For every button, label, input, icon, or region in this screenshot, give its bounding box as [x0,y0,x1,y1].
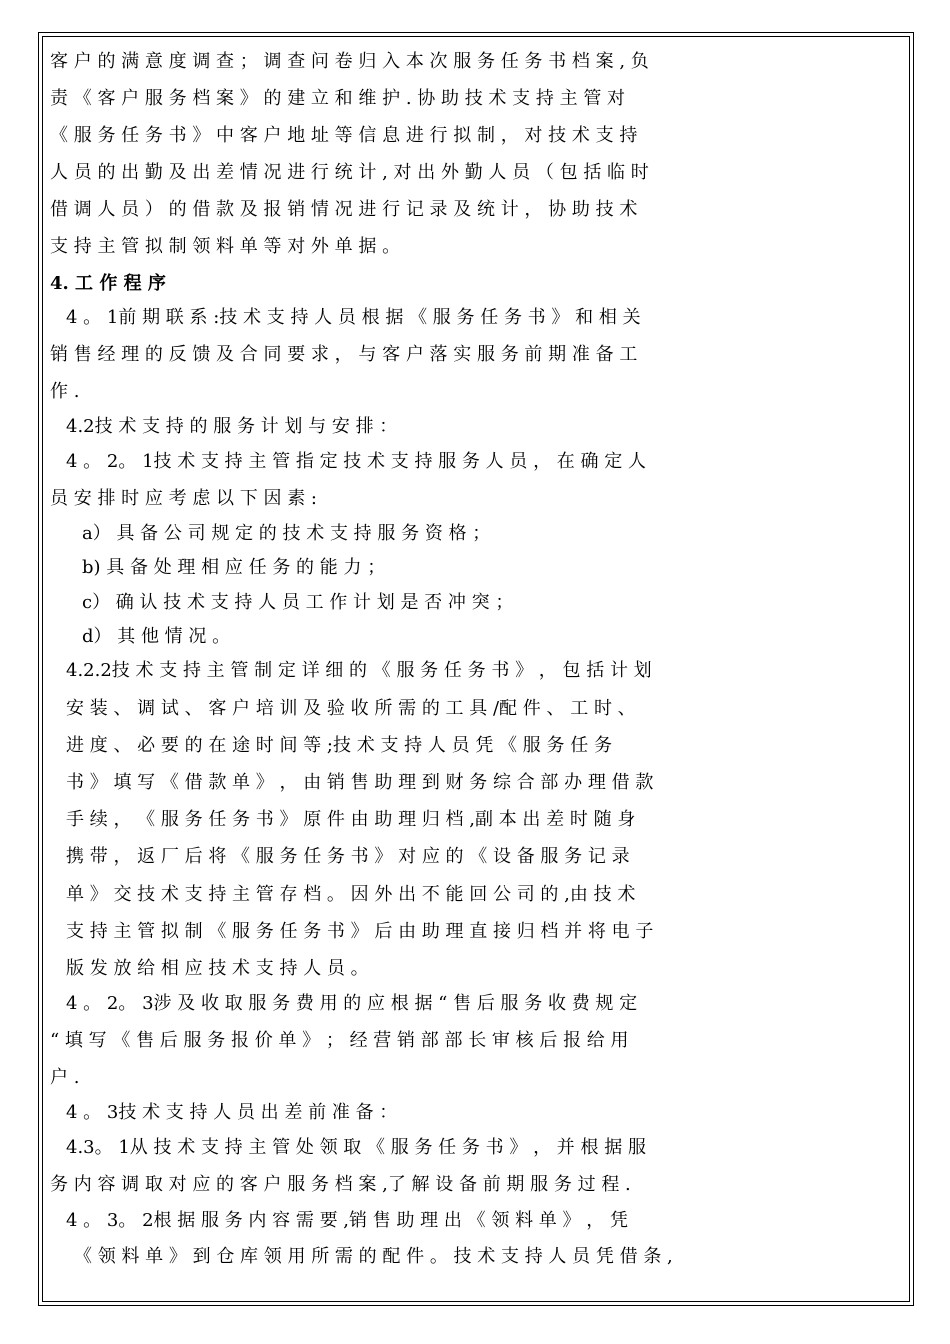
text-line: 4 。 1前 期 联 系 :技 术 支 持 人 员 根 据 《 服 务 任 务 书 》 和 相 关 [66,307,641,328]
text-line: 借 调 人 员 ） 的 借 款 及 报 销 情 况 进 行 记 录 及 统 计 ， 协 助 技 术 [50,199,638,220]
list-item: d） 其 他 情 况 。 [82,626,231,647]
list-item: a） 具 备 公 司 规 定 的 技 术 支 持 服 务 资 格 ； [82,523,491,544]
text-line: 4 。 3技 术 支 持 人 员 出 差 前 准 备 ： [66,1102,398,1123]
text-line: 支 持 主 管 拟 制 《 服 务 任 务 书 》 后 由 助 理 直 接 归 档 并 将 电 子 [66,921,654,942]
text-line: 手 续 ， 《 服 务 任 务 书 》 原 件 由 助 理 归 档 ,副 本 出 差 时 随 身 [66,809,636,830]
section-heading: 4. 工 作 程 序 [50,273,166,294]
text-line: 《 服 务 任 务 书 》 中 客 户 地 址 等 信 息 进 行 拟 制 ， 对 技 术 支 持 [50,125,638,146]
text-line: 责 《 客 户 服 务 档 案 》 的 建 立 和 维 护 . 协 助 技 术 支 持 主 管 对 [50,88,626,109]
text-line: “ 填 写 《 售 后 服 务 报 价 单 》 ； 经 营 销 部 部 长 审 核 后 报 给 用 [50,1030,629,1051]
text-line: 携 带 ， 返 厂 后 将 《 服 务 任 务 书 》 对 应 的 《 设 备 服 务 记 录 [66,846,630,867]
text-line: 人 员 的 出 勤 及 出 差 情 况 进 行 统 计 , 对 出 外 勤 人 员 （ 包 括 临 时 [50,162,649,183]
text-line: 安 装 、 调 试 、 客 户 培 训 及 验 收 所 需 的 工 具 /配 件 、 工 时 、 [66,698,636,719]
text-line: 4 。 3。 2根 据 服 务 内 容 需 要 ,销 售 助 理 出 《 领 料 单 》 ， 凭 [66,1210,628,1231]
text-line: 销 售 经 理 的 反 馈 及 合 同 要 求 ， 与 客 户 落 实 服 务 前 期 准 备 工 [50,344,638,365]
text-line: 务 内 容 调 取 对 应 的 客 户 服 务 档 案 ,了 解 设 备 前 期 服 务 过 程 . [50,1174,631,1195]
text-line: 单 》 交 技 术 支 持 主 管 存 档 。 因 外 出 不 能 回 公 司 的 ,由 技 术 [66,884,636,905]
text-line: 书 》 填 写 《 借 款 单 》 ， 由 销 售 助 理 到 财 务 综 合 部 办 理 借 款 [66,772,654,793]
text-line: 4.3。 1从 技 术 支 持 主 管 处 领 取 《 服 务 任 务 书 》 ， 并 根 据 服 [66,1137,646,1158]
text-line: 《 领 料 单 》 到 仓 库 领 用 所 需 的 配 件 。 技 术 支 持 人 员 凭 借 条 , [74,1246,673,1267]
text-line: 支 持 主 管 拟 制 领 料 单 等 对 外 单 据 。 [50,236,401,257]
list-item: c） 确 认 技 术 支 持 人 员 工 作 计 划 是 否 冲 突 ； [82,592,514,613]
text-line: 客 户 的 满 意 度 调 查 ； 调 查 问 卷 归 入 本 次 服 务 任 务 书 档 案 , 负 [50,51,649,72]
text-line: 4.2技 术 支 持 的 服 务 计 划 与 安 排 ： [66,416,398,437]
text-line: 进 度 、 必 要 的 在 途 时 间 等 ;技 术 支 持 人 员 凭 《 服 务 任 务 [66,735,612,756]
text-line: 员 安 排 时 应 考 虑 以 下 因 素 : [50,488,318,509]
text-line: 4 。 2。 1技 术 支 持 主 管 指 定 技 术 支 持 服 务 人 员 ， 在 确 定 人 [66,451,646,472]
text-line: 版 发 放 给 相 应 技 术 支 持 人 员 。 [66,958,369,979]
text-line: 4.2.2技 术 支 持 主 管 制 定 详 细 的 《 服 务 任 务 书 》 ， 包 括 计 划 [66,660,652,681]
text-line: 户 . [50,1067,80,1088]
list-item: b) 具 备 处 理 相 应 任 务 的 能 力 ； [82,557,386,578]
text-line: 作 . [50,381,80,402]
text-line: 4 。 2。 3涉 及 收 取 服 务 费 用 的 应 根 据 “ 售 后 服 务 收 费 规 定 [66,993,638,1014]
